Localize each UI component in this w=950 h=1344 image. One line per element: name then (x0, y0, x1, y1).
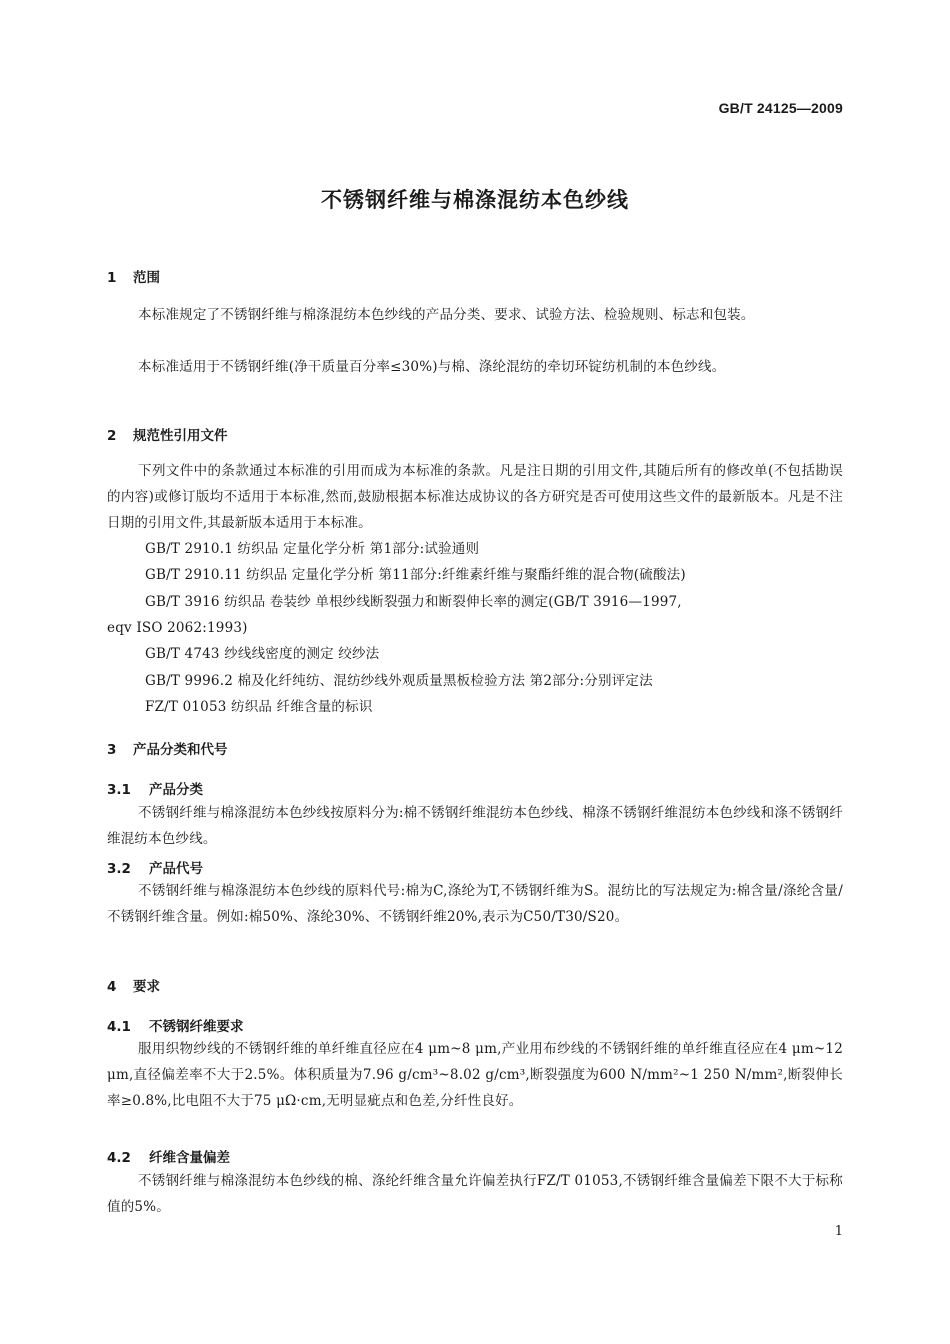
subsection-3-1-heading (107, 778, 203, 798)
paragraph: 不锈钢纤维与棉涤混纺本色纱线的棉、涤纶纤维含量允许偏差执行FZ/T 01053,不锈钢纤维含量偏差下限不大于标称值的5%。 (107, 1173, 843, 1215)
paragraph: 本标准规定了不锈钢纤维与棉涤混纺本色纱线的产品分类、要求、试验方法、检验规则、标志和包装。 (138, 307, 755, 323)
paragraph: 服用织物纱线的不锈钢纤维的单纤维直径应在4 μm~8 μm,产业用布纱线的不锈钢纤维的单纤维直径应在4 μm~12 μm,直径偏差率不大于2.5%。体积质量为7.96 g/cm³~8.02 g/cm³,断裂强度为600 N/mm²~1 250 N/mm²,断裂伸长率≥0.8%,比电阻不大于75 μΩ·cm,无明显疵点和色差,分纤性良好。 (107, 1041, 843, 1109)
subsection-4-2-heading (107, 1146, 230, 1166)
reference-item: GB/T 4743 纱线线密度的测定 绞纱法 (145, 646, 380, 662)
subsection-title: 不锈钢纤维要求 (149, 1019, 244, 1035)
subsection-4-1-heading (107, 1015, 244, 1035)
section-title: 规范性引用文件 (133, 428, 228, 444)
paragraph: 不锈钢纤维与棉涤混纺本色纱线按原料分为:棉不锈钢纤维混纺本色纱线、棉涤不锈钢纤维混纺本色纱线和涤不锈钢纤维混纺本色纱线。 (107, 805, 843, 847)
section-title: 产品分类和代号 (133, 742, 228, 758)
section-2-heading (107, 424, 228, 444)
subsection-title: 产品分类 (149, 782, 203, 798)
reference-item: GB/T 9996.2 棉及化纤纯纺、混纺纱线外观质量黑板检验方法 第2部分:分别评定法 (145, 673, 653, 689)
document-title: 不锈钢纤维与棉涤混纺本色纱线 (321, 188, 629, 212)
section-title: 要求 (133, 979, 160, 995)
subsection-number: 4.2 (107, 1150, 131, 1166)
subsection-title: 纤维含量偏差 (149, 1150, 230, 1166)
section-number: 1 (107, 270, 117, 286)
paragraph: 下列文件中的条款通过本标准的引用而成为本标准的条款。凡是注日期的引用文件,其随后所有的修改单(不包括勘误的内容)或修订版均不适用于本标准,然而,鼓励根据本标准达成协议的各方研究是否可使用这些文件的最新版本。凡是不注日期的引用文件,其最新版本适用于本标准。 (107, 463, 843, 531)
paragraph: 本标准适用于不锈钢纤维(净干质量百分率≤30%)与棉、涤纶混纺的牵切环锭纺机制的本色纱线。 (138, 359, 726, 375)
subsection-title: 产品代号 (149, 861, 203, 877)
section-number: 4 (107, 979, 117, 995)
subsection-number: 3.1 (107, 782, 131, 798)
section-3-heading (107, 738, 228, 758)
paragraph: 不锈钢纤维与棉涤混纺本色纱线的原料代号:棉为C,涤纶为T,不锈钢纤维为S。混纺比的写法规定为:棉含量/涤纶含量/不锈钢纤维含量。例如:棉50%、涤纶30%、不锈钢纤维20%,表示为C50/T30/S20。 (107, 883, 843, 925)
subsection-number: 3.2 (107, 861, 131, 877)
page-number: 1 (834, 1224, 843, 1239)
section-number: 2 (107, 428, 117, 444)
section-title: 范围 (133, 270, 160, 286)
reference-item: GB/T 2910.11 纺织品 定量化学分析 第11部分:纤维素纤维与聚酯纤维的混合物(硫酸法) (145, 567, 686, 583)
reference-item-continuation: eqv ISO 2062:1993) (107, 620, 248, 636)
section-4-heading (107, 975, 160, 995)
standard-number: GB/T 24125—2009 (718, 100, 843, 116)
reference-item: GB/T 2910.1 纺织品 定量化学分析 第1部分:试验通则 (145, 541, 480, 557)
subsection-3-2-heading (107, 857, 203, 877)
subsection-number: 4.1 (107, 1019, 131, 1035)
reference-item: GB/T 3916 纺织品 卷装纱 单根纱线断裂强力和断裂伸长率的测定(GB/T 3916—1997, (145, 594, 682, 610)
reference-item: FZ/T 01053 纺织品 纤维含量的标识 (145, 699, 373, 715)
section-1-heading (107, 266, 160, 286)
section-number: 3 (107, 742, 117, 758)
